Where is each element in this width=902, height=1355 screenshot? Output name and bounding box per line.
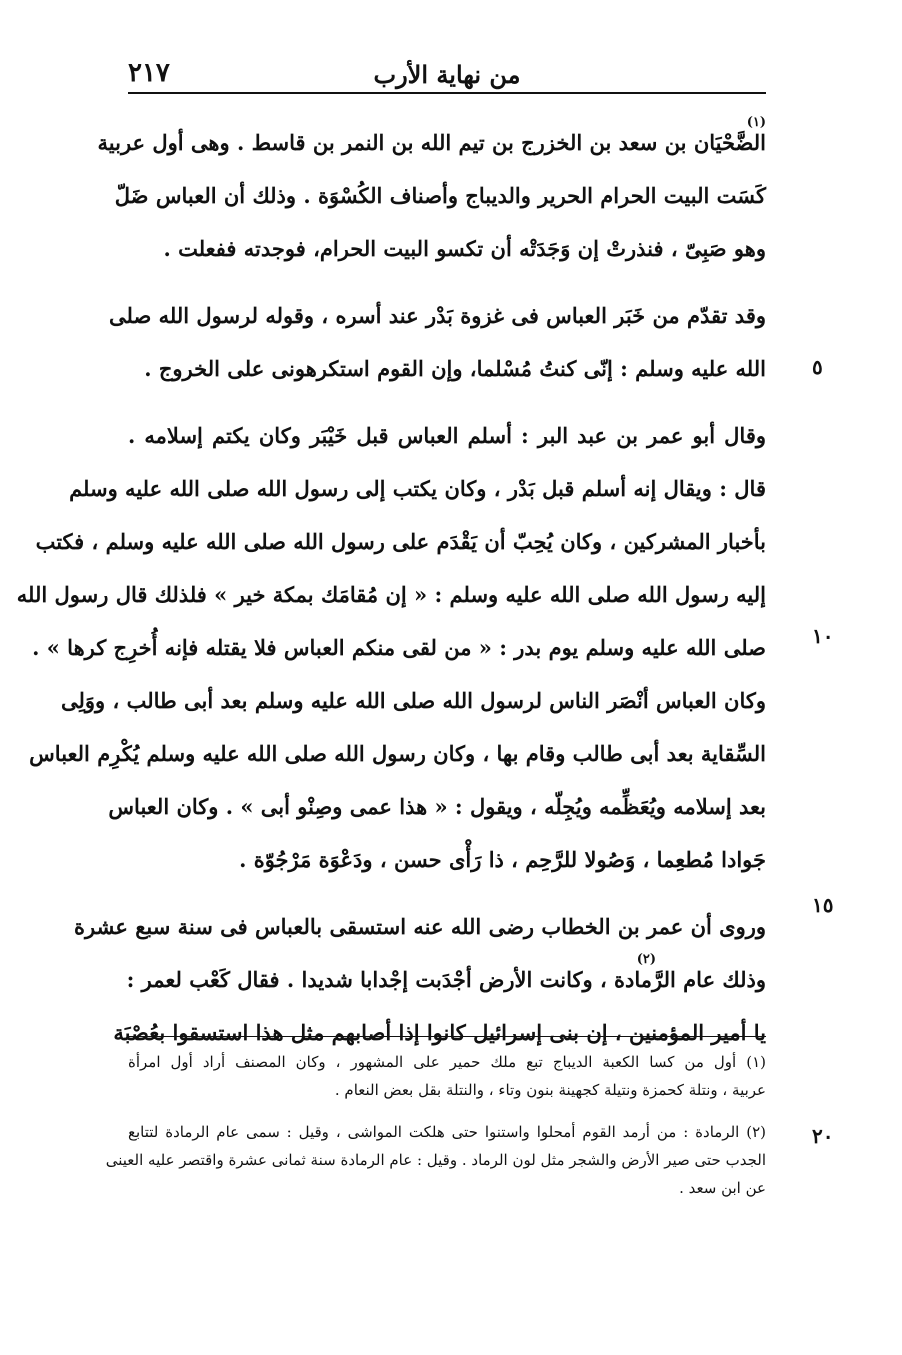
text-line: بأخبار المشركين ، وكان يُحِبّ أن يَقْدَم على رسول الله صلى الله عليه وسلم ، فكتب (35, 529, 766, 554)
footnotes (105, 1048, 767, 1208)
text-line: (٢) وذلك عام الرَّمادة ، وكانت الأرض أجْدَبت إجْدابا شديدا . فقال كَعْب لعمر : (128, 953, 766, 1006)
text-line: السِّقاية بعد أبى طالب وقام بها ، وكان رسول الله صلى الله عليه وسلم يُكْرِم العباس (29, 741, 766, 766)
footnote-line: عن ابن سعد . (679, 1179, 766, 1197)
text-line: وهو صَبِىّ ، فنذرتْ إن وَجَدَتْه أن تكسو البيت الحرام، فوجدته ففعلت . (163, 236, 766, 261)
text-line: يا أمير المؤمنين ، إن بنى إسرائيل كانوا إذا أصابهم مثل هذا استسقوا بعُصْبَة (113, 1020, 766, 1045)
footnote (105, 1118, 767, 1202)
text-line: إليه رسول الله صلى الله عليه وسلم : « إن مُقامَك بمكة خير » فلذلك قال رسول الله (16, 582, 766, 607)
running-title: من نهاية الأرب (373, 60, 521, 89)
footnote (128, 1048, 766, 1104)
footnote-ref: (٢) (636, 952, 656, 967)
page-header (128, 52, 766, 94)
line-number-margin: ١٥ (812, 893, 834, 917)
footnote-divider (128, 1036, 766, 1037)
text-line: وكان العباس أنْصَر الناس لرسول الله صلى الله عليه وسلم بعد أبى طالب ، ووَلِى (60, 688, 766, 713)
text-line: قال : ويقال إنه أسلم قبل بَدْر ، وكان يكتب إلى رسول الله صلى الله عليه وسلم (69, 476, 766, 501)
paragraph (97, 115, 766, 275)
footnote-line: الجدب حتى صير الأرض والشجر مثل لون الرماد . وقيل : عام الرمادة سنة ثمانى عشرة واقتصر عليه العينى (105, 1151, 766, 1169)
text-line: جَوادا مُطعِما ، وَصُولا للرَّحِم ، ذا رَأْى حسن ، ودَعْوَة مَرْجُوّة . (239, 847, 766, 872)
footnote-line: (١) أول من كسا الكعبة الديباج تبع ملك حمير على المشهور ، وكان المصنف أراد أول امرأة (128, 1053, 766, 1071)
text-line: كَسَت البيت الحرام الحرير والديباج وأصناف الكُسْوَة . وذلك أن العباس ضَلّ (114, 183, 766, 208)
footnote-line: (٢) الرمادة : من أرمد القوم أمحلوا واستنوا حتى هلكت المواشى ، وقيل : سمى عام الرمادة لتتابع (128, 1123, 767, 1141)
text-line: بعد إسلامه ويُعَظِّمه ويُجِلّه ، ويقول : « هذا عمى وصِنْو أبى » . وكان العباس (108, 794, 766, 819)
paragraph (109, 289, 766, 395)
page-number: ٢١٧ (128, 58, 170, 88)
text-line: (١) الضَّحْيَان بن سعد بن الخزرج بن تيم الله بن النمر بن قاسط . وهى أول عربية (128, 116, 766, 169)
text-line: الله عليه وسلم : إنّى كنتُ مُسْلما، وإن القوم استكرهونى على الخروج . (144, 356, 766, 381)
line-number-margin: ٢٠ (812, 1124, 834, 1148)
footnote-ref: (١) (746, 115, 766, 130)
paragraph (16, 409, 766, 886)
footnote-line: عربية ، ونتلة كحمزة ونتيلة كجهينة بنون وتاء ، والنتلة بقل بعض النعام . (334, 1081, 766, 1099)
line-number-margin: ١٠ (812, 624, 834, 648)
main-text (16, 115, 766, 1073)
text-line: وقال أبو عمر بن عبد البر : أسلم العباس قبل خَيْبَر وكان يكتم إسلامه . (128, 423, 766, 448)
line-number-margin: ٥ (812, 355, 823, 379)
text-line: صلى الله عليه وسلم يوم بدر : « من لقى منكم العباس فلا يقتله فإنه أُخرِج كرها » . (32, 635, 766, 660)
text-line: وقد تقدّم من خَبَر العباس فى غزوة بَدْر عند أسره ، وقوله لرسول الله صلى (109, 303, 766, 328)
text-line: وروى أن عمر بن الخطاب رضى الله عنه استسقى بالعباس فى سنة سبع عشرة (74, 914, 766, 939)
